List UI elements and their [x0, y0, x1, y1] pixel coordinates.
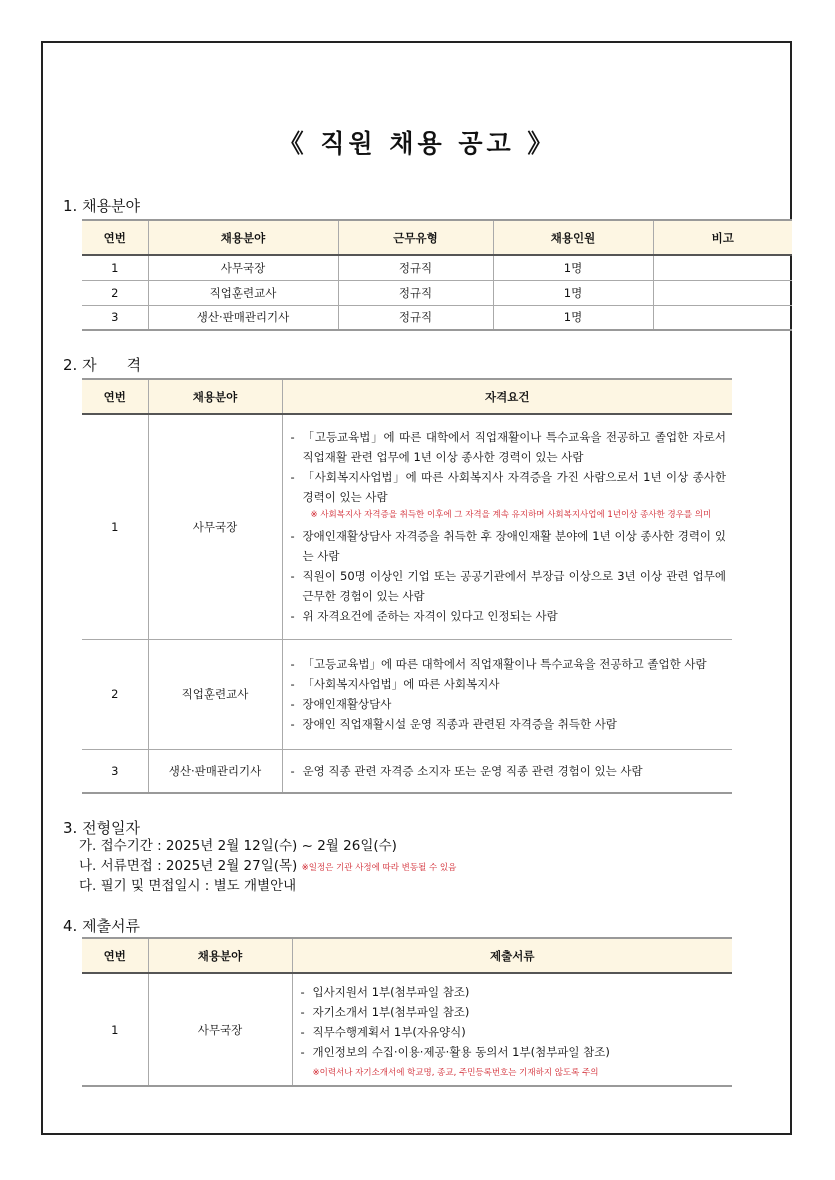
table-row: [82, 639, 732, 749]
cell: 정규직: [338, 305, 493, 330]
list-item: - 위 자격요건에 준하는 자격이 있다고 인정되는 사람: [289, 606, 727, 626]
col-header-type: 근무유형: [338, 220, 493, 255]
list-item: - 자기소개서 1부(첨부파일 참조): [299, 1002, 727, 1022]
col-header-field: 채용분야: [148, 379, 282, 414]
list-item: - 개인정보의 수집·이용·제공·활용 동의서 1부(첨부파일 참조): [299, 1042, 727, 1062]
table-row: [82, 280, 792, 305]
cell: 정규직: [338, 255, 493, 280]
note-text: ※ 사회복지사 자격증을 취득한 이후에 그 자격을 계속 유지하며 사회복지사업에 1년이상 종사한 경우를 의미: [310, 510, 712, 521]
list-item: - 「사회복지사업법」에 따른 사회복지사: [289, 674, 727, 694]
table-row: [82, 749, 732, 793]
documents-table: [82, 937, 732, 1087]
col-header-requirements: 자격요건: [282, 379, 732, 414]
schedule-line-2-text: 나. 서류면접 : 2025년 2월 27일(목): [79, 858, 298, 874]
cell: [653, 280, 792, 305]
cell: 2: [82, 280, 148, 305]
table-row: [82, 255, 792, 280]
cell: 1명: [493, 280, 653, 305]
table-row: [82, 414, 732, 639]
list-item: - 입사지원서 1부(첨부파일 참조): [299, 982, 727, 1002]
schedule-line-3: 다. 필기 및 면접일시 : 별도 개별안내: [79, 878, 297, 894]
cell: 1명: [493, 305, 653, 330]
page-title: 《 직원 채용 공고 》: [278, 129, 557, 158]
schedule-line-2: [79, 856, 456, 878]
cell: 3: [82, 305, 148, 330]
note-text: ※이력서나 자기소개서에 학교명, 종교, 주민등록번호는 기재하지 않도록 주의: [312, 1067, 599, 1078]
schedule-note: ※일정은 기관 사정에 따라 변동될 수 있음: [301, 863, 457, 873]
documents-cell: [292, 973, 732, 1086]
cell: 정규직: [338, 280, 493, 305]
col-header-documents: 제출서류: [292, 938, 732, 973]
cell: 생산·판매관리기사: [148, 749, 282, 793]
recruitment-table: [82, 219, 792, 331]
cell: 직업훈련교사: [148, 280, 338, 305]
list-item: - 장애인재활상담사: [289, 694, 727, 714]
cell: 2: [82, 639, 148, 749]
col-header-field: 채용분야: [148, 220, 338, 255]
cell: [653, 305, 792, 330]
cell: 사무국장: [148, 255, 338, 280]
cell: 사무국장: [148, 414, 282, 639]
section-1-heading: 1. 채용분야: [63, 197, 141, 215]
section-4-heading: 4. 제출서류: [63, 917, 141, 935]
section-3-heading: 3. 전형일자: [63, 819, 141, 837]
cell: 사무국장: [148, 973, 292, 1086]
col-header-no: 연번: [82, 379, 148, 414]
cell: [653, 255, 792, 280]
list-item: - 「고등교육법」에 따른 대학에서 직업재활이나 특수교육을 전공하고 졸업한 사람: [289, 654, 727, 674]
section-2-heading: 2. 자 격: [63, 356, 142, 374]
col-header-field: 채용분야: [148, 938, 292, 973]
list-item: - 「고등교육법」에 따른 대학에서 직업재활이나 특수교육을 전공하고 졸업한 자로서 직업재활 관련 업무에 1년 이상 종사한 경력이 있는 사람: [289, 427, 727, 467]
qualification-table: [82, 378, 732, 794]
list-item: - 운영 직종 관련 자격증 소지자 또는 운영 직종 관련 경험이 있는 사람: [289, 761, 727, 781]
col-header-no: 연번: [82, 938, 148, 973]
list-item: - 직무수행계획서 1부(자유양식): [299, 1022, 727, 1042]
cell: 1명: [493, 255, 653, 280]
table-row: [82, 973, 732, 1086]
cell: 직업훈련교사: [148, 639, 282, 749]
requirements-cell: [282, 414, 732, 639]
cell: 1: [82, 255, 148, 280]
schedule-line-1: 가. 접수기간 : 2025년 2월 12일(수) ~ 2월 26일(수): [79, 838, 397, 854]
list-item: - 장애인재활상담사 자격증을 취득한 후 장애인재활 분야에 1년 이상 종사한 경력이 있는 사람: [289, 526, 727, 566]
col-header-no: 연번: [82, 220, 148, 255]
cell: 1: [82, 973, 148, 1086]
requirements-cell: [282, 639, 732, 749]
col-header-note: 비고: [653, 220, 792, 255]
cell: 생산·판매관리기사: [148, 305, 338, 330]
cell: 3: [82, 749, 148, 793]
table-row: [82, 305, 792, 330]
list-item: - 직원이 50명 이상인 기업 또는 공공기관에서 부장급 이상으로 3년 이상 관련 업무에 근무한 경험이 있는 사람: [289, 566, 727, 606]
col-header-count: 채용인원: [493, 220, 653, 255]
list-item: - 「사회복지사업법」에 따른 사회복지사 자격증을 가진 사람으로서 1년 이상 종사한 경력이 있는 사람: [289, 467, 727, 507]
requirements-cell: [282, 749, 732, 793]
cell: 1: [82, 414, 148, 639]
list-item: - 장애인 직업재활시설 운영 직종과 관련된 자격증을 취득한 사람: [289, 714, 727, 734]
